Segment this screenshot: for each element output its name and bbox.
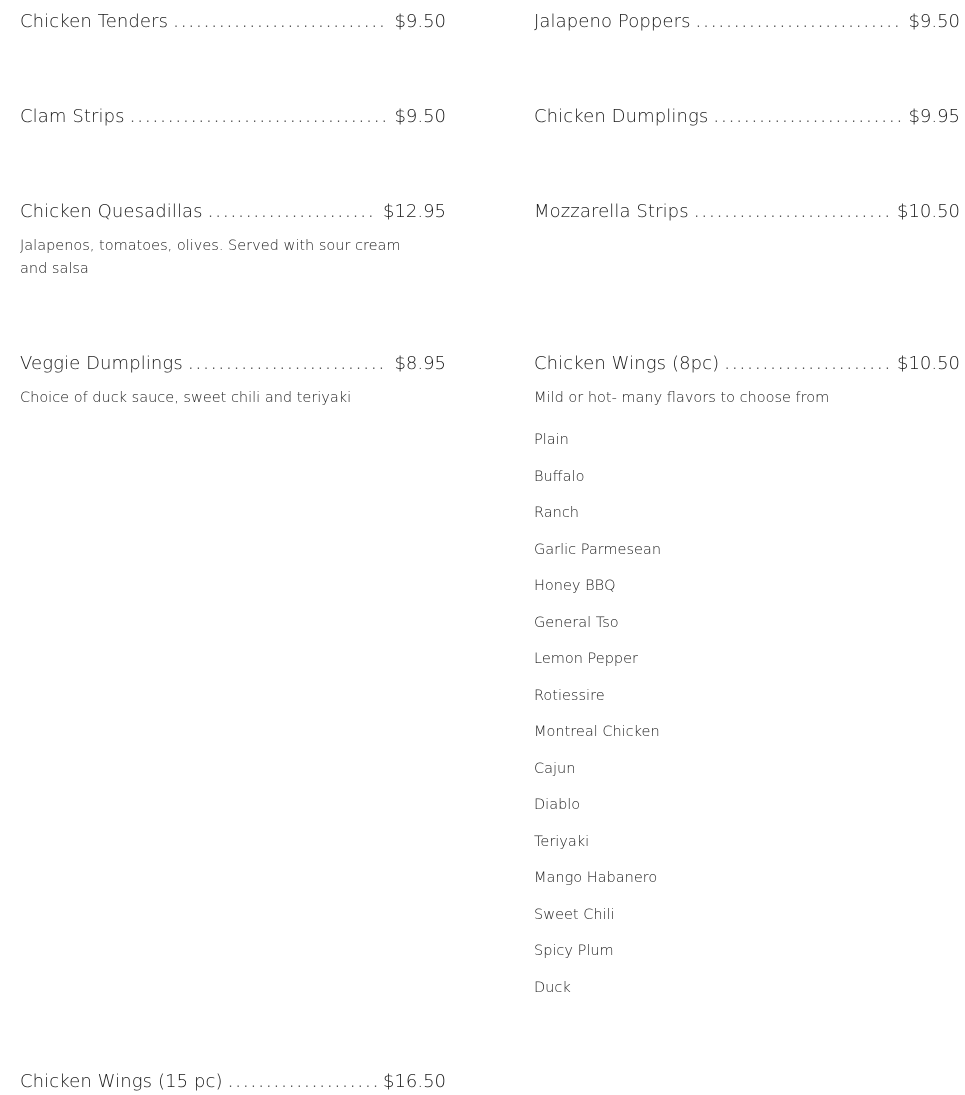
flavor-item: Garlic Parmesean	[534, 541, 662, 558]
menu-item-chicken-wings-8pc	[534, 352, 960, 410]
item-price: $8.95	[394, 353, 446, 374]
menu-item-clam-strips	[20, 105, 446, 129]
flavor-item: Spicy Plum	[534, 943, 614, 959]
item-name: Clam Strips	[20, 106, 125, 127]
dot-leader	[725, 353, 891, 377]
item-price: $16.50	[383, 1071, 446, 1092]
dot-leader	[714, 106, 902, 130]
dot-leader	[697, 11, 903, 35]
flavor-item: Ranch	[534, 505, 579, 521]
item-name: Chicken Quesadillas	[20, 201, 203, 222]
flavor-item: General Tso	[534, 614, 619, 631]
dot-leader	[695, 201, 891, 225]
item-name: Jalapeno Poppers	[534, 11, 691, 32]
item-name: Chicken Dumplings	[534, 106, 709, 127]
item-name: Mozzarella Strips	[534, 201, 689, 222]
menu-item-jalapeno-poppers	[534, 10, 960, 34]
flavor-item: Duck	[534, 979, 571, 996]
flavor-item: Honey BBQ	[534, 578, 616, 594]
flavor-item: Diablo	[534, 797, 581, 813]
flavor-item: Montreal Chicken	[534, 724, 660, 740]
item-name: Chicken Wings (15 pc)	[20, 1071, 223, 1092]
menu-item-chicken-tenders	[20, 10, 446, 34]
flavor-item: Rotiessire	[534, 687, 605, 704]
flavor-item: Lemon Pepper	[534, 651, 638, 667]
item-price: $9.50	[908, 11, 960, 32]
item-price: $10.50	[897, 353, 960, 374]
item-price: $9.50	[394, 11, 446, 32]
item-name: Chicken Tenders	[20, 11, 169, 32]
item-name: Chicken Wings (8pc)	[534, 353, 720, 374]
item-description: Mild or hot- many flavors to choose from	[534, 390, 830, 406]
menu-item-mozzarella-strips	[534, 200, 960, 224]
dot-leader	[209, 201, 377, 225]
flavor-item: Mango Habanero	[534, 870, 658, 886]
flavor-item: Plain	[534, 432, 569, 448]
menu-item-veggie-dumplings	[20, 352, 446, 410]
item-price: $9.95	[908, 106, 960, 127]
flavor-item: Teriyaki	[534, 833, 590, 850]
menu-item-chicken-wings-15pc	[20, 1070, 446, 1094]
item-price: $9.50	[394, 106, 446, 127]
menu-item-chicken-dumplings	[534, 105, 960, 129]
item-price: $10.50	[897, 201, 960, 222]
flavor-item: Sweet Chili	[534, 906, 615, 923]
item-description: Jalapenos, tomatoes, olives. Served with sour cream and salsa	[20, 238, 401, 277]
menu-item-chicken-quesadillas	[20, 200, 446, 281]
dot-leader	[174, 11, 388, 35]
dot-leader	[229, 1071, 377, 1095]
flavor-item: Buffalo	[534, 468, 585, 485]
dot-leader	[189, 353, 389, 377]
wing-flavor-list	[534, 428, 661, 1012]
dot-leader	[131, 106, 389, 130]
flavor-item: Cajun	[534, 760, 576, 777]
item-name: Veggie Dumplings	[20, 353, 183, 374]
item-description: Choice of duck sauce, sweet chili and teriyaki	[20, 390, 352, 406]
item-price: $12.95	[383, 201, 446, 222]
